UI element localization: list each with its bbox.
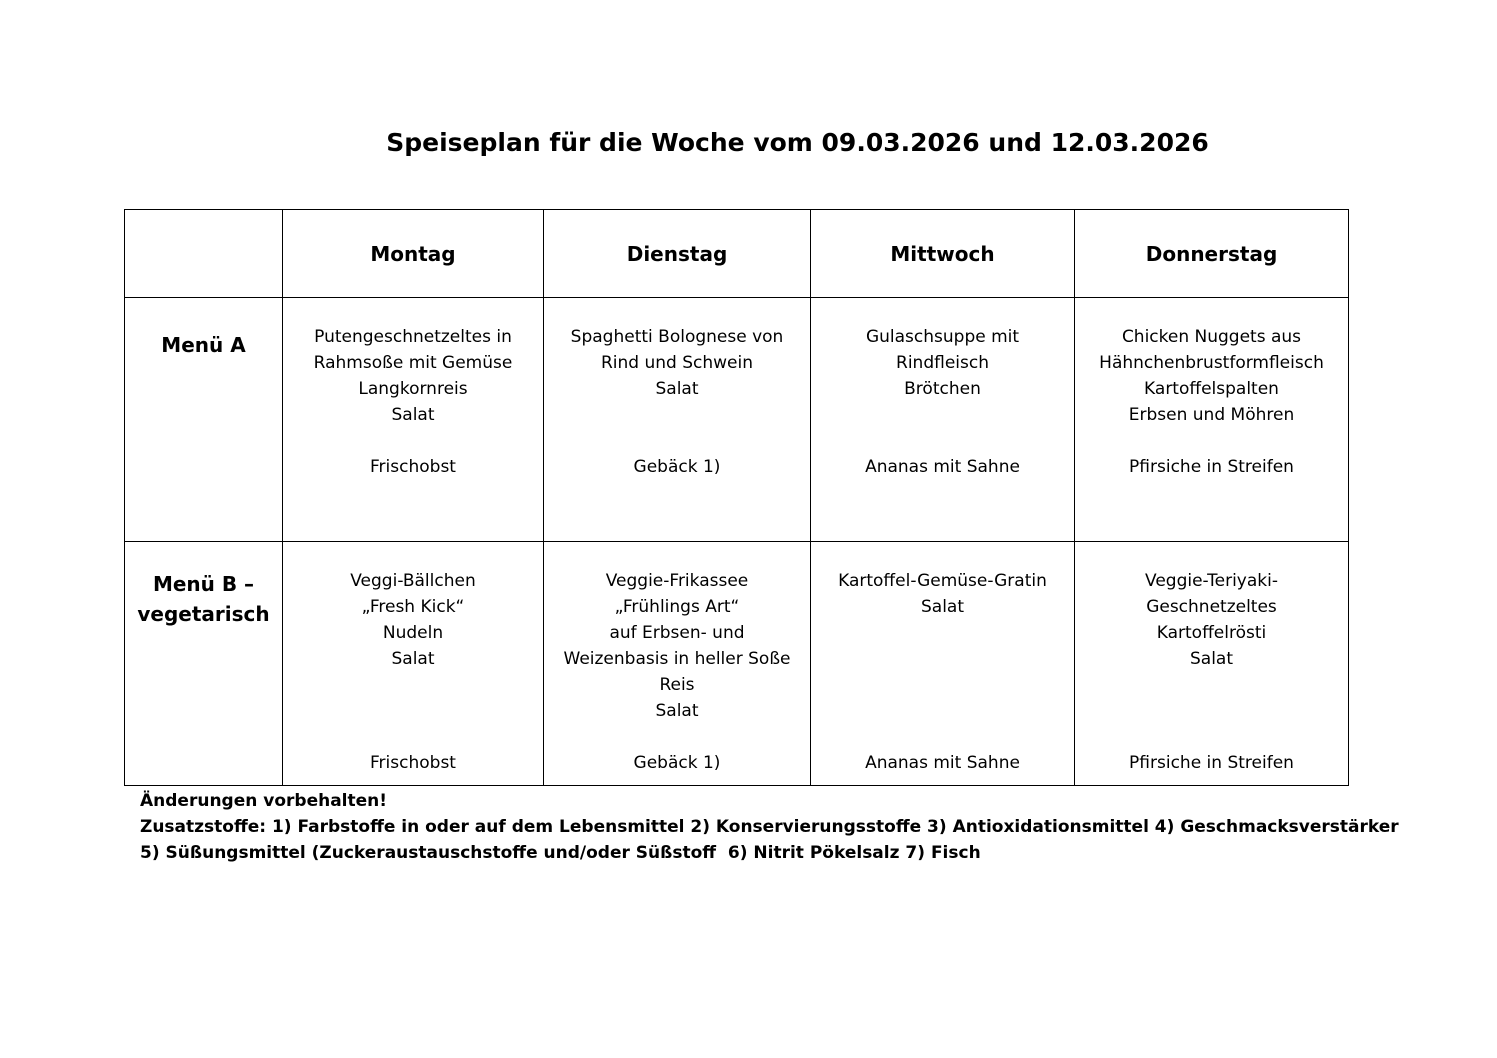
menu-b-cell [283, 542, 544, 786]
dish-line: Rindfleisch [896, 353, 989, 373]
dish-line: „Frühlings Art“ [614, 597, 740, 617]
dish-line: Chicken Nuggets aus [1121, 327, 1302, 347]
menu-b-row [125, 542, 1349, 786]
menu-b-cell [544, 542, 811, 786]
dish-list [283, 542, 543, 672]
menu-a-label-cell [125, 298, 283, 542]
menu-table [124, 209, 1349, 786]
dish-list [811, 542, 1074, 620]
dish-line: Reis [659, 675, 695, 695]
dish-list [1075, 298, 1348, 428]
dish-list [544, 542, 810, 724]
dish-line: Hähnchenbrustformfleisch [1099, 353, 1324, 373]
day-header-monday: Montag [283, 210, 544, 298]
dish-line: Langkornreis [358, 379, 468, 399]
menu-b-cell [811, 542, 1075, 786]
day-header-tuesday: Dienstag [544, 210, 811, 298]
dessert: Ananas mit Sahne [865, 457, 1020, 477]
dessert: Pfirsiche in Streifen [1129, 457, 1294, 477]
day-header-thursday: Donnerstag [1075, 210, 1349, 298]
dish-line: „Fresh Kick“ [361, 597, 465, 617]
notes-changes: Änderungen vorbehalten! [140, 791, 388, 811]
dish-line: Putengeschnetzeltes in [314, 327, 512, 347]
dish-line: Veggi-Bällchen [350, 571, 476, 591]
corner-cell [125, 210, 283, 298]
dish-list [811, 298, 1074, 402]
dish-line: Rahmsoße mit Gemüse [313, 353, 513, 373]
dish-line: Geschnetzeltes [1146, 597, 1277, 617]
menu-b-cell [1075, 542, 1349, 786]
footnotes [140, 788, 1399, 866]
dessert: Frischobst [370, 457, 456, 477]
dish-list [1075, 542, 1348, 672]
dish-line: Rind und Schwein [600, 353, 754, 373]
dessert: Pfirsiche in Streifen [1129, 753, 1294, 773]
menu-a-row [125, 298, 1349, 542]
dish-list [283, 298, 543, 428]
header-row [125, 210, 1349, 298]
dessert: Frischobst [370, 753, 456, 773]
menu-b-label-line1: Menü B – [152, 572, 255, 596]
notes-additives-1: Zusatzstoffe: 1) Farbstoffe in oder auf dem Lebensmittel 2) Konservierungsstoffe 3) Antioxidationsmittel 4) Geschmacksverstärker [140, 817, 1399, 837]
dish-line: Nudeln [382, 623, 444, 643]
dish-line: Gulaschsuppe mit [865, 327, 1020, 347]
menu-a-label: Menü A [161, 333, 246, 357]
dish-line: Veggie-Teriyaki- [1145, 571, 1278, 591]
dish-line: Kartoffelrösti [1156, 623, 1267, 643]
dish-line: Brötchen [904, 379, 981, 399]
page-title: Speiseplan für die Woche vom 09.03.2026 und 12.03.2026 [386, 128, 1209, 157]
menu-b-label-cell [125, 542, 283, 786]
dish-line: Weizenbasis in heller Soße [563, 649, 791, 669]
dish-line: Spaghetti Bolognese von [570, 327, 784, 347]
dish-line: auf Erbsen- und [609, 623, 745, 643]
dish-line: Salat [391, 649, 435, 669]
dish-line: Salat [1189, 649, 1233, 669]
menu-b-label-line2: vegetarisch [137, 602, 270, 626]
day-header-wednesday: Mittwoch [811, 210, 1075, 298]
dish-list [544, 298, 810, 402]
dish-line: Erbsen und Möhren [1128, 405, 1295, 425]
dessert: Ananas mit Sahne [865, 753, 1020, 773]
dessert: Gebäck 1) [633, 457, 721, 477]
menu-a-cell [544, 298, 811, 542]
dish-line: Salat [391, 405, 435, 425]
menu-a-cell [283, 298, 544, 542]
dish-line: Kartoffelspalten [1144, 379, 1279, 399]
notes-additives-2: 5) Süßungsmittel (Zuckeraustauschstoffe und/oder Süßstoff 6) Nitrit Pökelsalz 7) Fisch [140, 843, 981, 863]
dish-line: Salat [920, 597, 964, 617]
menu-a-cell [1075, 298, 1349, 542]
dessert: Gebäck 1) [633, 753, 721, 773]
dish-line: Salat [655, 379, 699, 399]
dish-line: Salat [655, 701, 699, 721]
dish-line: Veggie-Frikassee [605, 571, 749, 591]
dish-line: Kartoffel-Gemüse-Gratin [838, 571, 1047, 591]
menu-a-cell [811, 298, 1075, 542]
